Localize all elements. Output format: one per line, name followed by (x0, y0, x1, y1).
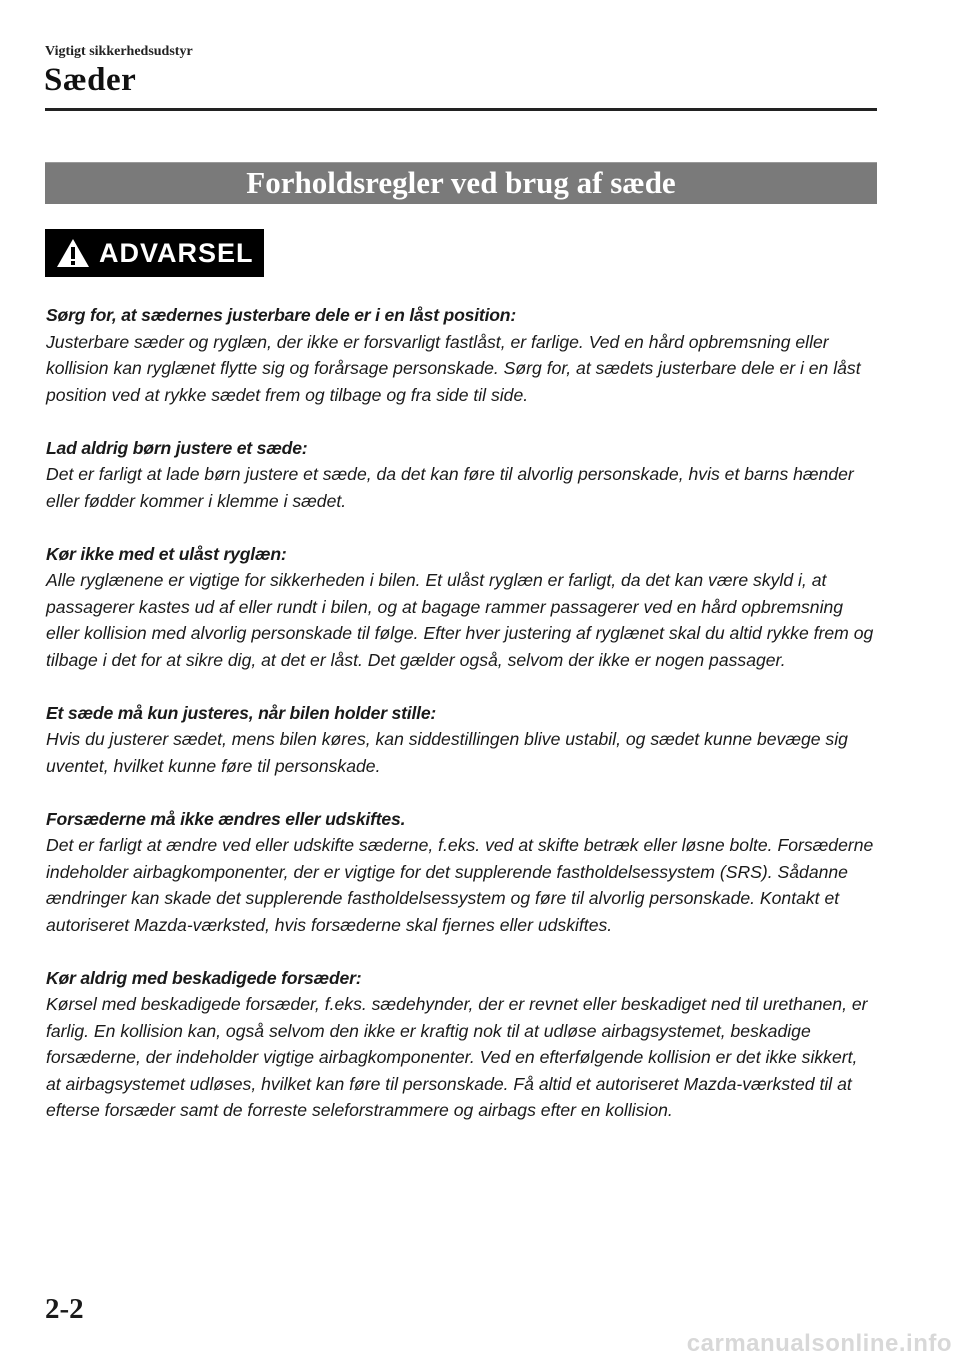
warning-item (46, 700, 876, 780)
warning-item (46, 541, 876, 674)
header-divider (45, 108, 877, 111)
warning-item-body: Det er farligt at ændre ved eller udskifte sæderne, f.eks. ved at skifte betræk eller løsne bolte. Forsæderne indeholder airbagkomponenter, der er vigtige for det supplerende fastholdelsessystem (SRS). Sådanne ændringer kan skade det supplerende fastholdelsessystem og føre til alvorlig personskade. Kontakt et autoriseret Mazda-værksted, hvis forsæderne skal fjernes eller udskiftes. (46, 835, 874, 935)
warning-item-title: Kør aldrig med beskadigede forsæder: (46, 967, 362, 988)
warning-item-body: Justerbare sæder og ryglæn, der ikke er forsvarligt fastlåst, er farlige. Ved en hård opbremsning eller kollision kan ryglænet flytte sig og forårsage personskade. Sørg for, at sædets justerbare dele er i en låst position ved at rykke sædet frem og tilbage og fra side til side. (46, 331, 861, 405)
warning-content (46, 302, 876, 1150)
warning-item-title: Forsæderne må ikke ændres eller udskiftes. (46, 808, 406, 829)
watermark: carmanualsonline.info (686, 1330, 952, 1357)
warning-item-title: Lad aldrig børn justere et sæde: (46, 437, 308, 458)
warning-item-body: Kørsel med beskadigede forsæder, f.eks. sædehynder, der er revnet eller beskadiget ned til urethanen, er farlig. En kollision kan, også selvom den ikke er kraftig nok til at udløse airbagsystemet, beskadige forsæderne, der indeholder vigtige airbagkomponenter. Ved en efterfølgende kollision er det ikke sikkert, at airbagsystemet udløses, hvilket kan føre til personskade. Få altid et autoriseret Mazda-værksted til at efterse forsæder samt de forreste seleforstrammere og airbags efter en kollision. (46, 994, 868, 1120)
page-title: Sæder (44, 62, 137, 98)
warning-item-body: Alle ryglænene er vigtige for sikkerheden i bilen. Et ulåst ryglæn er farligt, da det kan være skyld i, at passagerer kastes ud af eller rundt i bilen, og at bagage rammer passagerer ved en hård opbremsning eller kollision med alvorlig personskade til følge. Efter hver justering af ryglænet skal du altid rykke frem og tilbage i det for at sikre dig, at det er låst. Det gælder også, selvom der ikke er nogen passager. (46, 570, 874, 670)
warning-item-body: Det er farligt at lade børn justere et sæde, da det kan føre til alvorlig personskade, hvis et barns hænder eller fødder kommer i klemme i sædet. (46, 464, 854, 511)
warning-item (46, 965, 876, 1124)
page-number: 2-2 (45, 1293, 84, 1325)
warning-triangle-icon (53, 233, 93, 273)
warning-item-body: Hvis du justerer sædet, mens bilen køres, kan siddestillingen blive ustabil, og sædet kunne bevæge sig uventet, hvilket kunne føre til personskade. (46, 729, 848, 776)
warning-item-title: Et sæde må kun justeres, når bilen holder stille: (46, 702, 437, 723)
warning-item (46, 435, 876, 515)
warning-item-title: Sørg for, at sædernes justerbare dele er i en låst position: (46, 305, 517, 325)
warning-badge (45, 229, 264, 277)
warning-item (46, 806, 876, 939)
warning-item (46, 302, 876, 408)
warning-label: ADVARSEL (99, 237, 254, 268)
section-banner: Forholdsregler ved brug af sæde (45, 162, 877, 204)
section-label: Vigtigt sikkerhedsudstyr (45, 44, 193, 59)
warning-item-title: Kør ikke med et ulåst ryglæn: (46, 543, 287, 564)
